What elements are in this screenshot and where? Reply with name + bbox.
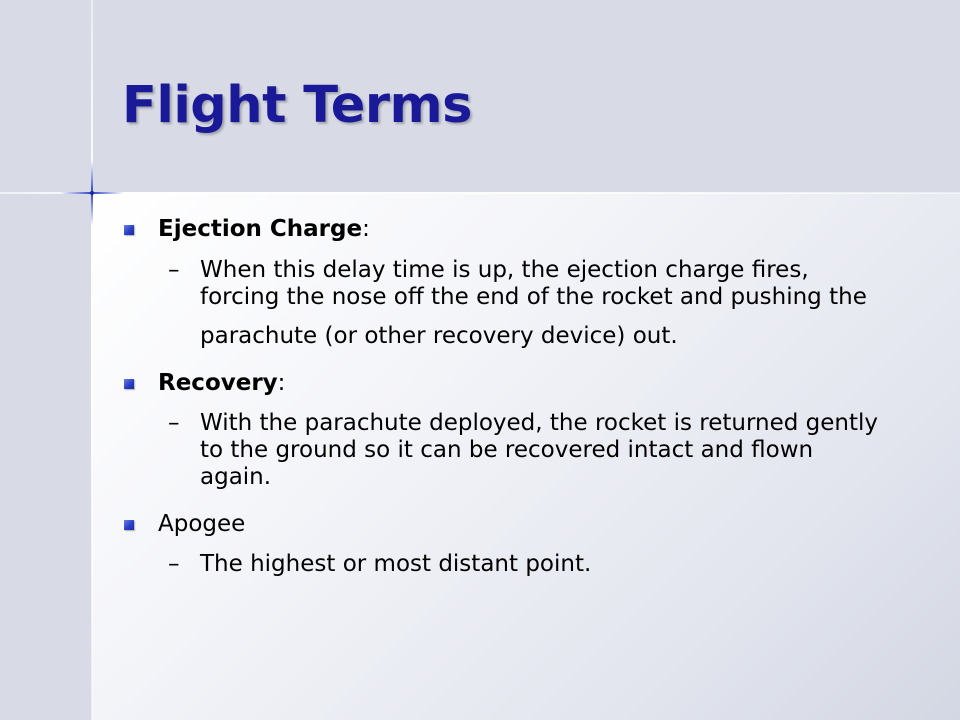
slide-title: Flight Terms — [122, 76, 473, 135]
sub-line: With the parachute deployed, the rocket is returned gently — [200, 410, 879, 436]
sub-line: parachute (or other recovery device) out. — [200, 323, 678, 349]
sub-line: When this delay time is up, the ejection charge fires, — [200, 257, 809, 283]
sub-line: to the ground so it can be recovered intact and flown — [200, 437, 814, 463]
bullet-suffix: : — [277, 370, 286, 396]
sub-line: again. — [200, 464, 272, 490]
bullet-square-icon — [124, 225, 134, 235]
bullet-term: Ejection Charge — [158, 216, 363, 242]
bullet-term: Recovery — [158, 370, 278, 396]
sub-line: The highest or most distant point. — [200, 551, 592, 577]
bullet-term: Apogee — [158, 511, 246, 537]
dash-marker: – — [168, 257, 180, 283]
sub-line: forcing the nose off the end of the rocket and pushing the — [200, 284, 867, 310]
bullet-square-icon — [124, 379, 134, 389]
dash-marker: – — [168, 551, 180, 577]
dash-marker: – — [168, 410, 180, 436]
bullet-square-icon — [124, 520, 134, 530]
bullet-suffix: : — [362, 216, 370, 242]
